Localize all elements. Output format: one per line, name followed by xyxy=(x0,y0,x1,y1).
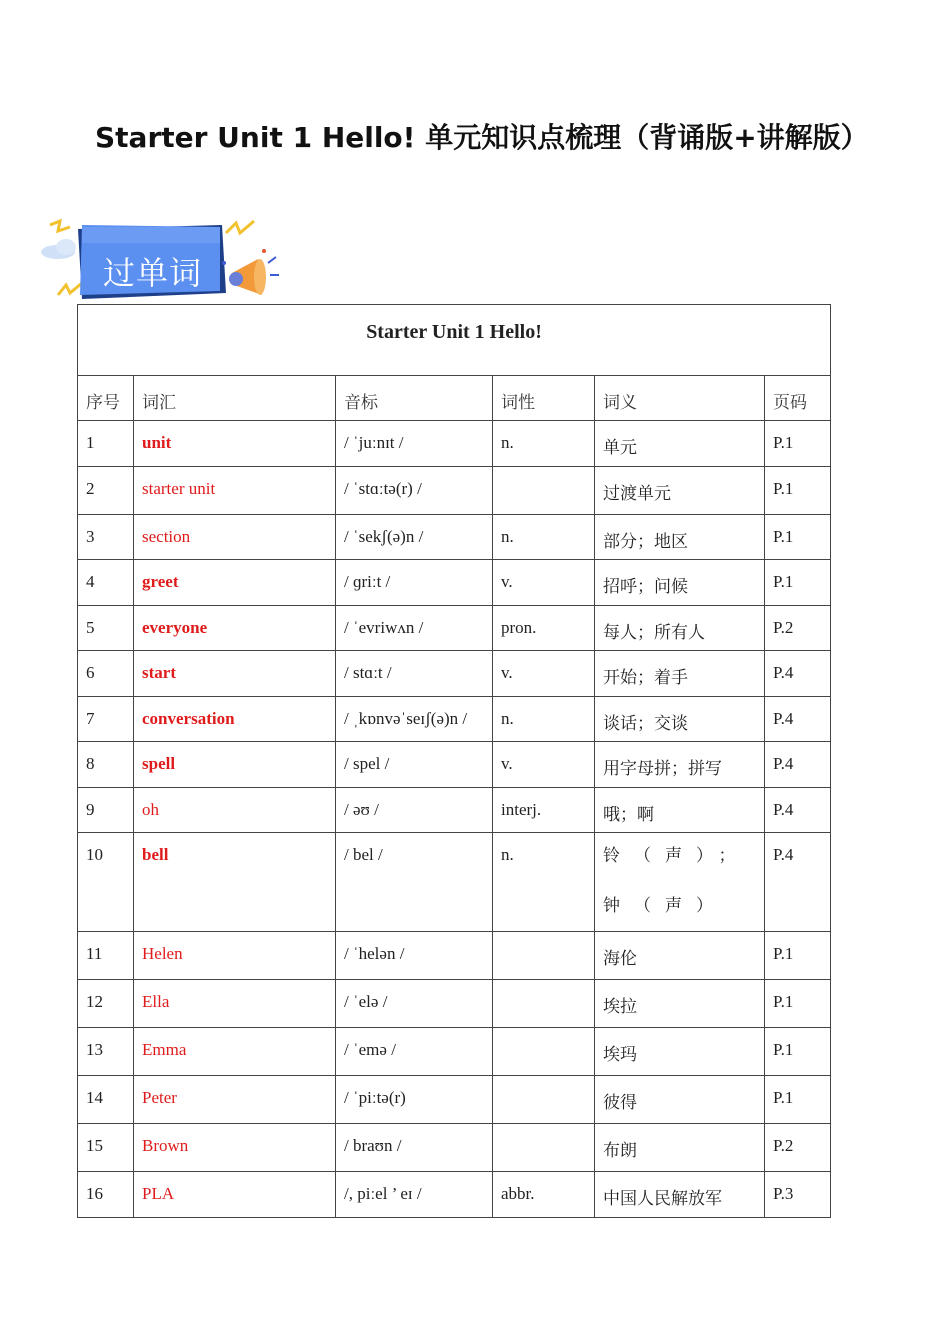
table-row xyxy=(78,421,831,467)
phonetic-cell: / spel / xyxy=(336,742,493,788)
word-cell: conversation xyxy=(134,696,336,742)
table-row xyxy=(78,742,831,788)
row-number-cell: 8 xyxy=(78,742,134,788)
meaning-cell: 海伦 xyxy=(595,932,765,980)
table-row xyxy=(78,560,831,606)
phonetic-cell: / ˈemə / xyxy=(336,1028,493,1076)
meaning-cell: 招呼；问候 xyxy=(595,560,765,606)
row-number-cell: 10 xyxy=(78,833,134,932)
meaning-cell: 用字母拼；拼写 xyxy=(595,742,765,788)
banner-label: 过单词 xyxy=(103,254,203,292)
phonetic-cell: / ˈstɑːtə(r) / xyxy=(336,466,493,514)
row-number-cell: 11 xyxy=(78,932,134,980)
meaning-cell: 谈话；交谈 xyxy=(595,696,765,742)
table-row xyxy=(78,932,831,980)
table-row xyxy=(78,1076,831,1124)
word-cell: section xyxy=(134,514,336,560)
page-cell: P.4 xyxy=(765,696,831,742)
meaning-cell: 埃拉 xyxy=(595,980,765,1028)
row-number-cell: 16 xyxy=(78,1172,134,1218)
page-cell: P.4 xyxy=(765,651,831,697)
phonetic-cell: / ˈhelən / xyxy=(336,932,493,980)
phonetic-cell: / stɑːt / xyxy=(336,651,493,697)
meaning-cell: 单元 xyxy=(595,421,765,467)
page-cell: P.1 xyxy=(765,421,831,467)
word-cell: Peter xyxy=(134,1076,336,1124)
part-of-speech-cell xyxy=(493,980,595,1028)
table-row xyxy=(78,514,831,560)
row-number-cell: 3 xyxy=(78,514,134,560)
word-cell: Ella xyxy=(134,980,336,1028)
part-of-speech-cell: v. xyxy=(493,560,595,606)
part-of-speech-cell: abbr. xyxy=(493,1172,595,1218)
part-of-speech-cell xyxy=(493,1076,595,1124)
page-cell: P.1 xyxy=(765,466,831,514)
part-of-speech-cell: pron. xyxy=(493,605,595,651)
word-cell: PLA xyxy=(134,1172,336,1218)
page-cell: P.1 xyxy=(765,1028,831,1076)
page-title: Starter Unit 1 Hello! 单元知识点梳理（背诵版+讲解版） xyxy=(95,121,869,154)
page-cell: P.1 xyxy=(765,1076,831,1124)
page-cell: P.2 xyxy=(765,605,831,651)
row-number-cell: 5 xyxy=(78,605,134,651)
meaning-cell: 中国人民解放军 xyxy=(595,1172,765,1218)
row-number-cell: 9 xyxy=(78,787,134,833)
page-cell: P.4 xyxy=(765,742,831,788)
phonetic-cell: / ˈevriwʌn / xyxy=(336,605,493,651)
table-row xyxy=(78,651,831,697)
phonetic-cell: / ˈsekʃ(ə)n / xyxy=(336,514,493,560)
row-number-cell: 12 xyxy=(78,980,134,1028)
word-cell: greet xyxy=(134,560,336,606)
table-row xyxy=(78,696,831,742)
meaning-text: 铃（声）；钟（声） xyxy=(603,846,750,916)
word-cell: unit xyxy=(134,421,336,467)
part-of-speech-cell xyxy=(493,1028,595,1076)
vocab-table xyxy=(77,304,831,1218)
word-cell: bell xyxy=(134,833,336,932)
page-cell: P.3 xyxy=(765,1172,831,1218)
meaning-cell: 过渡单元 xyxy=(595,466,765,514)
header-cell: 页码 xyxy=(765,376,831,421)
part-of-speech-cell: v. xyxy=(493,651,595,697)
header-cell: 词性 xyxy=(493,376,595,421)
table-row xyxy=(78,466,831,514)
table-row xyxy=(78,1172,831,1218)
page-cell: P.4 xyxy=(765,833,831,932)
meaning-cell: 每人；所有人 xyxy=(595,605,765,651)
part-of-speech-cell xyxy=(493,1124,595,1172)
part-of-speech-cell xyxy=(493,932,595,980)
word-cell: oh xyxy=(134,787,336,833)
header-cell: 词汇 xyxy=(134,376,336,421)
word-cell: start xyxy=(134,651,336,697)
page-cell: P.1 xyxy=(765,514,831,560)
header-cell: 序号 xyxy=(78,376,134,421)
phonetic-cell: / ˈpiːtə(r) xyxy=(336,1076,493,1124)
meaning-cell: 开始；着手 xyxy=(595,651,765,697)
row-number-cell: 6 xyxy=(78,651,134,697)
table-caption-row xyxy=(78,305,831,376)
meaning-cell xyxy=(595,833,765,932)
phonetic-cell: / əʊ / xyxy=(336,787,493,833)
row-number-cell: 2 xyxy=(78,466,134,514)
part-of-speech-cell: n. xyxy=(493,696,595,742)
table-row xyxy=(78,605,831,651)
phonetic-cell: / ˈelə / xyxy=(336,980,493,1028)
row-number-cell: 15 xyxy=(78,1124,134,1172)
row-number-cell: 13 xyxy=(78,1028,134,1076)
word-cell: spell xyxy=(134,742,336,788)
meaning-cell: 彼得 xyxy=(595,1076,765,1124)
page-cell: P.1 xyxy=(765,980,831,1028)
page-cell: P.1 xyxy=(765,932,831,980)
phonetic-cell: / ˈjuːnɪt / xyxy=(336,421,493,467)
phonetic-cell: / braʊn / xyxy=(336,1124,493,1172)
header-cell: 音标 xyxy=(336,376,493,421)
meaning-cell: 布朗 xyxy=(595,1124,765,1172)
table-row xyxy=(78,1028,831,1076)
phonetic-cell: / ɡriːt / xyxy=(336,560,493,606)
word-cell: Brown xyxy=(134,1124,336,1172)
part-of-speech-cell xyxy=(493,466,595,514)
table-row xyxy=(78,833,831,932)
meaning-cell: 部分；地区 xyxy=(595,514,765,560)
row-number-cell: 14 xyxy=(78,1076,134,1124)
table-caption: Starter Unit 1 Hello! xyxy=(78,305,831,376)
phonetic-cell: / ˌkɒnvəˈseɪʃ(ə)n / xyxy=(336,696,493,742)
word-cell: Emma xyxy=(134,1028,336,1076)
megaphone-icon xyxy=(222,249,279,295)
row-number-cell: 1 xyxy=(78,421,134,467)
row-number-cell: 7 xyxy=(78,696,134,742)
cloud-icon xyxy=(41,239,76,259)
word-cell: everyone xyxy=(134,605,336,651)
table-row xyxy=(78,787,831,833)
meaning-cell: 埃玛 xyxy=(595,1028,765,1076)
phonetic-cell: / bel / xyxy=(336,833,493,932)
part-of-speech-cell: n. xyxy=(493,421,595,467)
part-of-speech-cell: interj. xyxy=(493,787,595,833)
meaning-cell: 哦；啊 xyxy=(595,787,765,833)
page-cell: P.4 xyxy=(765,787,831,833)
word-cell: starter unit xyxy=(134,466,336,514)
row-number-cell: 4 xyxy=(78,560,134,606)
part-of-speech-cell: n. xyxy=(493,514,595,560)
table-row xyxy=(78,980,831,1028)
page-cell: P.2 xyxy=(765,1124,831,1172)
phonetic-cell: /, piːel ’ eɪ / xyxy=(336,1172,493,1218)
page-cell: P.1 xyxy=(765,560,831,606)
part-of-speech-cell: n. xyxy=(493,833,595,932)
header-cell: 词义 xyxy=(595,376,765,421)
table-header-row xyxy=(78,376,831,421)
part-of-speech-cell: v. xyxy=(493,742,595,788)
table-row xyxy=(78,1124,831,1172)
word-cell: Helen xyxy=(134,932,336,980)
